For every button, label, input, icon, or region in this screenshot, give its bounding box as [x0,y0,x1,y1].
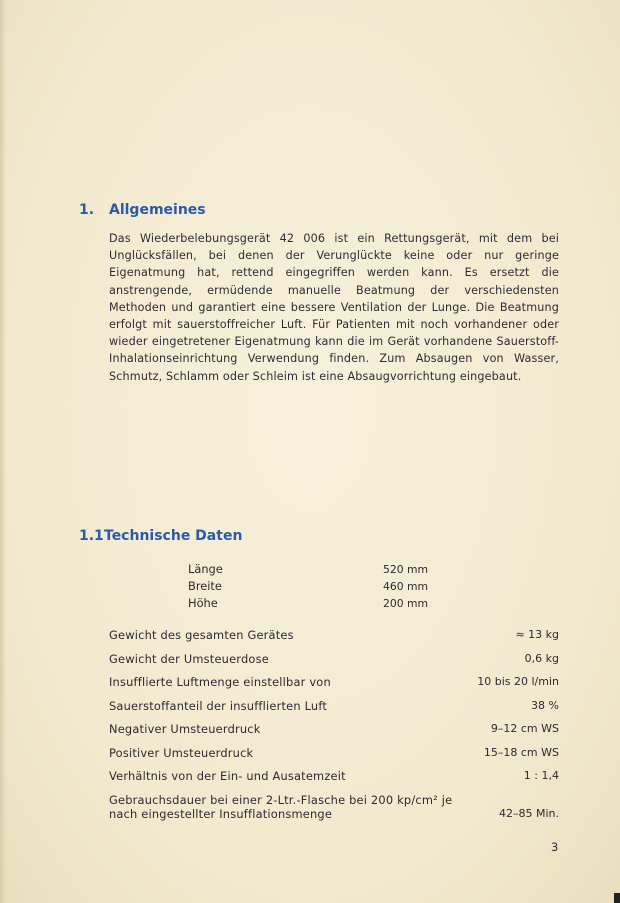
spec-label: Gewicht der Umsteuerdose [109,651,269,666]
dimensions-table [188,561,448,612]
dimension-row-breite [188,578,448,595]
intro-paragraph: Das Wiederbelebungsgerät 42 006 ist ein Rettungsgerät, mit dem bei Unglücksfällen, bei denen der Verunglückte keine oder nur geringe Eigenatmung hat, rettend eingegriffen werden kann. Es ersetzt die anstrengende, ermüdende manuelle Beatmung der verschiedensten Methoden und garantiert eine bessere Ventilation der Lunge. Die Beatmung erfolgt mit sauerstoffreicher Luft. Für Patienten mit noch vorhandener oder wieder eingetretener Eigenatmung kann die im Gerät vorhandene Sauerstoff-Inhalationseinrichtung Verwendung finden. Zum Absaugen von Wasser, Schmutz, Schlamm oder Schleim ist eine Absaugvorrichtung eingebaut. [109,232,559,383]
dimension-value: 200 mm [383,597,429,610]
dimension-value: 460 mm [383,580,429,593]
section-number: 1.1 [79,528,104,544]
spec-value: 9–12 cm WS [490,722,559,735]
binding-mark [614,893,620,903]
spec-row-umsteuerdose [109,649,559,673]
spec-row-luftmenge [109,672,559,696]
spec-label: Negativer Umsteuerdruck [109,722,261,736]
section-heading-allgemeines [79,202,206,218]
dimension-row-laenge [188,561,448,578]
spec-label: Gewicht des gesamten Gerätes [109,628,294,642]
spec-label: Positiver Umsteuerdruck [109,745,254,760]
spec-value: 0,6 kg [524,651,559,665]
spec-value: 38 % [531,698,559,712]
spec-value: 42–85 Min. [498,806,559,820]
spec-row-sauerstoffanteil [109,696,559,720]
spec-value: 1 : 1,4 [523,769,559,782]
page-number: 3 [551,840,559,854]
dimension-label: Breite [188,579,222,593]
section-number: 1. [79,202,95,218]
spec-row-gebrauchsdauer [109,793,559,827]
spec-row-gesamtgewicht [109,625,559,649]
dimension-label: Höhe [188,596,218,610]
section-title: Allgemeines [109,202,206,218]
section-heading-technische-daten [79,528,242,544]
spec-row-positiver-umsteuerdruck [109,743,559,767]
spec-value: 10 bis 20 l/min [477,675,559,688]
specifications-table [109,625,559,827]
spec-label: Sauerstoffanteil der insufflierten Luft [109,698,328,713]
spec-value: 15–18 cm WS [483,745,559,759]
page-edge-shadow [0,0,6,903]
spec-row-atemzeit-verhaeltnis [109,766,559,790]
spec-label: Verhältnis von der Ein- und Ausatemzeit [109,769,346,783]
spec-value: ≈ 13 kg [515,628,559,641]
spec-row-negativer-umsteuerdruck [109,719,559,743]
spec-label: Insufflierte Luftmenge einstellbar von [109,675,331,689]
dimension-row-hoehe [188,595,448,612]
dimension-label: Länge [188,562,223,576]
dimension-value: 520 mm [383,563,429,576]
section-title: Technische Daten [104,528,243,544]
spec-label: Gebrauchsdauer bei einer 2-Ltr.-Flasche bei 200 kp/cm² je nach eingestellter Insufflationsmenge [109,792,453,821]
